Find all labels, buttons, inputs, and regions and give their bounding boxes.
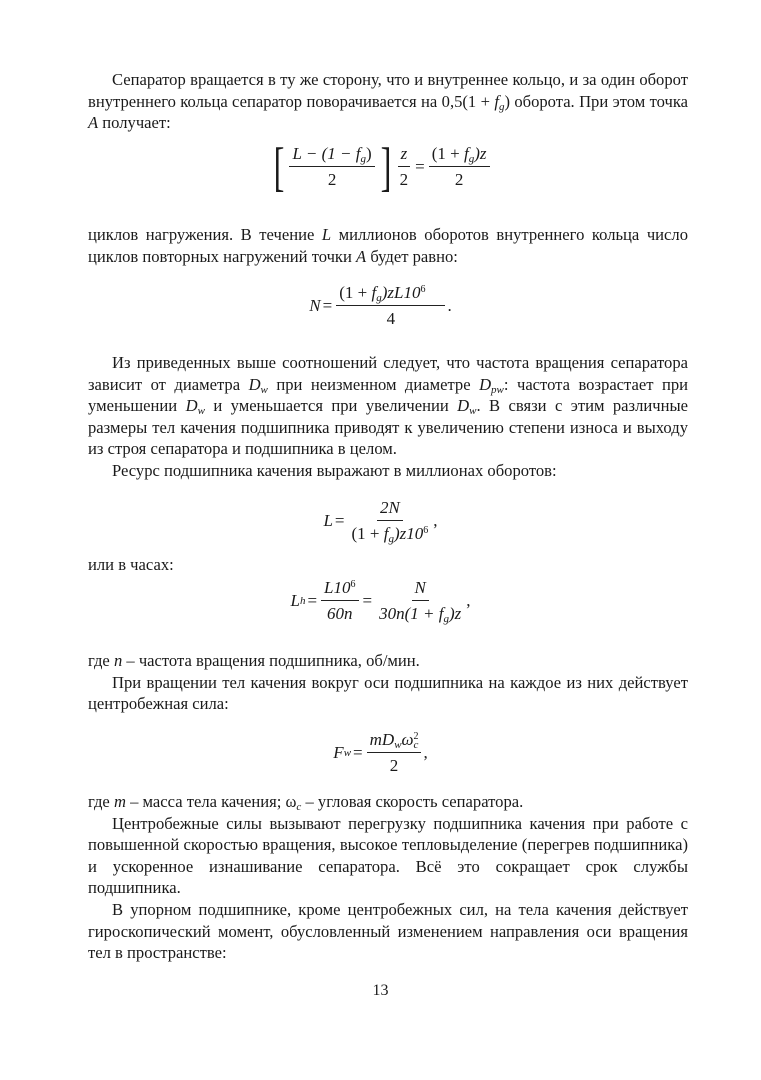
t: ,	[423, 743, 428, 762]
t: 2	[327, 170, 337, 189]
t: .	[447, 296, 452, 315]
t: f	[355, 144, 361, 163]
var: pw	[491, 383, 504, 396]
var: D	[479, 374, 492, 394]
t: w	[394, 739, 402, 751]
var: w	[197, 405, 205, 418]
t: g	[443, 613, 449, 625]
var: A	[356, 246, 367, 266]
t: 2	[413, 731, 419, 742]
t: 2N	[377, 498, 403, 521]
text: – частота вращения подшипника, об/мин.	[122, 651, 420, 670]
formula-5	[0, 730, 761, 776]
text: – угловая скорость сепаратора.	[301, 792, 524, 811]
t: )z	[448, 604, 462, 623]
text: где	[88, 651, 114, 670]
t: g	[388, 533, 394, 545]
formula-2	[0, 283, 761, 329]
t: =	[415, 157, 425, 176]
text: и уменьшается при увеличении	[204, 396, 458, 416]
t: )z10	[394, 524, 424, 543]
var: D	[457, 396, 470, 416]
t: )zL10	[381, 283, 421, 302]
var: g	[498, 100, 505, 113]
var: w	[260, 383, 268, 396]
t: =	[322, 296, 333, 315]
t: 6	[423, 525, 429, 536]
t: z	[400, 144, 408, 163]
t: 60n	[327, 604, 353, 623]
var: m	[113, 792, 126, 811]
t: 2	[389, 756, 399, 775]
text: получает:	[98, 113, 171, 133]
paragraph-2	[88, 224, 688, 267]
paragraph-8	[88, 791, 688, 964]
t: f	[463, 144, 469, 163]
var: w	[469, 405, 477, 418]
text: – масса тела качения; ω	[125, 792, 297, 811]
text: где	[88, 792, 114, 811]
t: 30n(1 +	[379, 604, 439, 623]
var: n	[113, 651, 123, 670]
paragraph-5	[88, 554, 688, 576]
text: : частота возрастает при уменьшении	[88, 374, 689, 416]
t: mD	[369, 730, 395, 749]
var: D	[248, 374, 261, 394]
var: L	[321, 225, 332, 244]
t: f	[438, 604, 444, 623]
formula-1	[0, 137, 761, 197]
t: g	[468, 153, 475, 165]
var: f	[494, 91, 499, 111]
t: f	[383, 524, 389, 543]
text: будет равно:	[366, 246, 458, 266]
t: 2	[399, 170, 409, 189]
text: миллионов оборотов внутреннего кольца число циклов повторных нагружений точки	[88, 225, 688, 266]
t: L	[290, 591, 300, 610]
t: c	[413, 739, 419, 751]
t: 4	[386, 309, 396, 328]
paragraph-9: Центробежные силы вызывают перегрузку подшипника качения при работе с повышенной скоростью вращения, высокое тепловыделение (перегрев подшипника) и ускоренное изнашивание сепаратора. Всё это сокращает срок службы подшипника.	[88, 813, 688, 898]
t: =	[307, 591, 318, 610]
t: ,	[466, 591, 471, 610]
paragraph-3	[88, 352, 688, 482]
page-number: 13	[372, 982, 389, 999]
t: f	[371, 283, 377, 302]
var: D	[185, 396, 198, 416]
paragraph-7: При вращении тел качения вокруг оси подшипника на каждое из них действует центробежная сила:	[88, 672, 688, 714]
t: L	[323, 511, 333, 530]
t: N	[309, 296, 321, 315]
var: A	[88, 113, 99, 133]
paragraph-4: Ресурс подшипника качения выражают в миллионах оборотов:	[112, 460, 557, 480]
t: )z	[474, 144, 487, 163]
text: . В связи с этим различные размеры тел качения подшипника приводят к увеличению степени износа и выходу из строя сепаратора и подшипника в целом.	[88, 396, 689, 459]
text: Из приведенных выше соотношений следует, что частота вращения сепаратора зависит от диаметра	[88, 353, 688, 394]
t: (1 +	[431, 144, 464, 163]
t: g	[360, 153, 366, 165]
t: g	[376, 292, 382, 304]
paragraph-6	[88, 650, 688, 715]
t: (1 +	[351, 524, 384, 543]
t: ω	[401, 730, 414, 749]
text: при неизменном диаметре	[267, 374, 480, 394]
t: N	[412, 578, 429, 601]
paragraph-10: В упорном подшипнике, кроме центробежных сил, на тела качения действует гироскопический момент, обусловленный изменением направления оси вращения тел в пространстве:	[88, 899, 688, 963]
t: )	[365, 144, 372, 163]
t: L − (1 −	[292, 144, 356, 163]
t: (1 +	[339, 283, 372, 302]
text: ) оборота. При этом точка	[504, 91, 689, 111]
t: ,	[433, 511, 438, 530]
t: 6	[420, 284, 426, 295]
bracket: ]	[380, 137, 392, 197]
t: h	[299, 595, 306, 607]
t: 2	[454, 170, 464, 189]
t: =	[334, 511, 345, 530]
t: =	[353, 743, 363, 762]
t: F	[333, 743, 344, 762]
t: w	[343, 747, 352, 759]
text: Сепаратор вращается в ту же сторону, что и внутреннее кольцо, и за один оборот внутреннего кольца сепаратор поворачивается на 0,5(1 +	[88, 70, 688, 111]
t: 6	[350, 579, 356, 590]
bracket: [	[273, 137, 284, 197]
t: L10	[324, 578, 351, 597]
formula-3	[0, 498, 761, 544]
text: или в часах:	[88, 555, 174, 574]
paragraph-1	[88, 69, 688, 134]
formula-4	[0, 578, 761, 624]
text: циклов нагружения. В течение	[88, 225, 322, 244]
t: =	[362, 591, 373, 610]
var: c	[296, 801, 302, 813]
